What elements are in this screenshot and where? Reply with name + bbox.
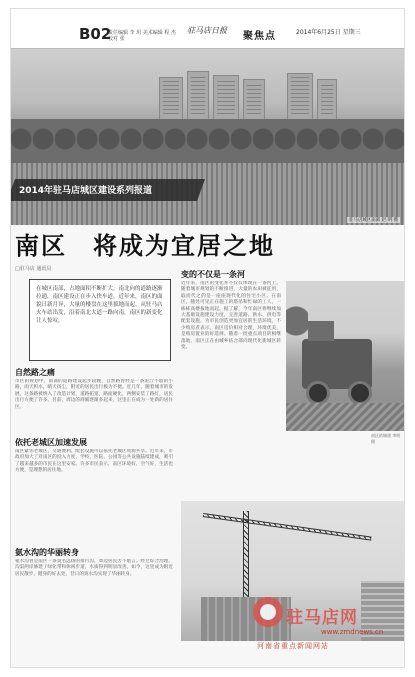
tree-line bbox=[11, 119, 405, 163]
watermark-logo-icon bbox=[253, 597, 283, 627]
section-1-text: 市区的规划中，南部的道路建设起步较晚，自然路曾经是一条泥泞不堪的小路，雨天积水，晴天扬尘，附近的居民出行极为不便。近几年，随着城市的发展，这条路被纳入了改造计划，道路拓宽，路面硬化，两侧安装了路灯，居民出行方便了许多。目前，周边的商铺逐渐多起来，这里正在成为一处新的居住区。 bbox=[15, 379, 173, 410]
main-headline: 南区 将成为宜居之地 bbox=[15, 232, 275, 260]
section-name: 聚焦点 bbox=[243, 31, 276, 42]
harvester-photo bbox=[286, 281, 405, 431]
crane-jib bbox=[203, 513, 372, 541]
newspaper-logo: 驻马店日报 bbox=[187, 26, 227, 35]
section-2-text: 南区紧邻老城区，交通便利，配套设施可以依托老城区资源共享。近年来，市政府加大了对南区的投入力度，学校、医院、公园等公共设施陆续建成，吸引了越来越多的市民在这里安家。许多市民表示，南区环境好、空气好，生活也方便，是理想的居住地。 bbox=[15, 449, 173, 474]
right-body-text: 近年来，南区的变化并不仅仅体现在一条河上。随着城市规划的不断推进，大量的农田被征用，取而代之的是一座座现代化的住宅小区。在南区，随处可见正在施工的塔吊和忙碌的工人，一栋栋高楼拔地而起。据了解，今年南区将继续加大基础设施建设力度，完善道路、供水、供电等配套设施，为市民创造更加宜居的生活环境。不少购房者表示，南区房价相对合理，环境优美，是购房置业的好选择。随着一批重点项目的相继落地，南区正在由城乡结合部向现代化新城区转变。 bbox=[181, 281, 281, 351]
watermark-tagline: 河南省重点新闻网站 bbox=[257, 642, 329, 650]
wheel bbox=[348, 381, 372, 405]
issue-date: 2014年6月25日 星期三 bbox=[296, 29, 361, 36]
photo-credit: 南区的城建 李明 摄 bbox=[371, 433, 401, 444]
section-2-title: 依托老城区加速发展 bbox=[15, 438, 87, 447]
watermark-url: www.zmdnews.cn bbox=[321, 628, 384, 636]
ground bbox=[286, 403, 405, 431]
intro-box: 在城区南部，占地面积不断扩大，南北向的道路逐渐拉通，南区建设正在步入快车道。近年来，南区的面貌日新月异，大量的楼盘在这里拔地而起。从驻马店火车站出发，沿着南北大道一路向南，南区的新变化让人惊叹。 bbox=[29, 279, 171, 361]
page-header bbox=[11, 9, 405, 49]
wheel bbox=[306, 381, 330, 405]
section-3-text: 氨水沟曾是南区一条臭名远扬的排污沟，周边居民苦不堪言。经过综合治理，沟渠两岸修建了绿化带和休闲步道，水质得到明显改善。如今，这里成为附近居民散步、健身的好去处，昔日的臭水沟实现了华丽转身。 bbox=[15, 559, 173, 577]
byline: □驻马店 通讯员 bbox=[15, 266, 52, 272]
building bbox=[287, 73, 313, 121]
watermark-brand: 驻马店网 bbox=[286, 608, 358, 628]
section-1-title: 自然路之痛 bbox=[15, 368, 55, 377]
hero-photo-credit: 驻马店城区南部 赵 明 摄 bbox=[348, 218, 398, 223]
newspaper-page bbox=[10, 8, 405, 668]
building bbox=[213, 75, 239, 121]
building bbox=[317, 79, 337, 121]
building bbox=[159, 77, 183, 121]
building bbox=[243, 79, 265, 121]
section-3-title: 氨水沟的华丽转身 bbox=[15, 548, 79, 557]
building bbox=[187, 71, 209, 121]
right-section-title: 变的不仅是一条河 bbox=[181, 270, 245, 279]
hero-strapline: 2014年驻马店城区建设系列报道 bbox=[19, 186, 153, 196]
hero-photo bbox=[11, 49, 405, 225]
editor-line: 责任编辑 李 玥 美术编辑 程 杰 校对 张 bbox=[108, 30, 176, 42]
page-number: B02 bbox=[79, 25, 112, 43]
